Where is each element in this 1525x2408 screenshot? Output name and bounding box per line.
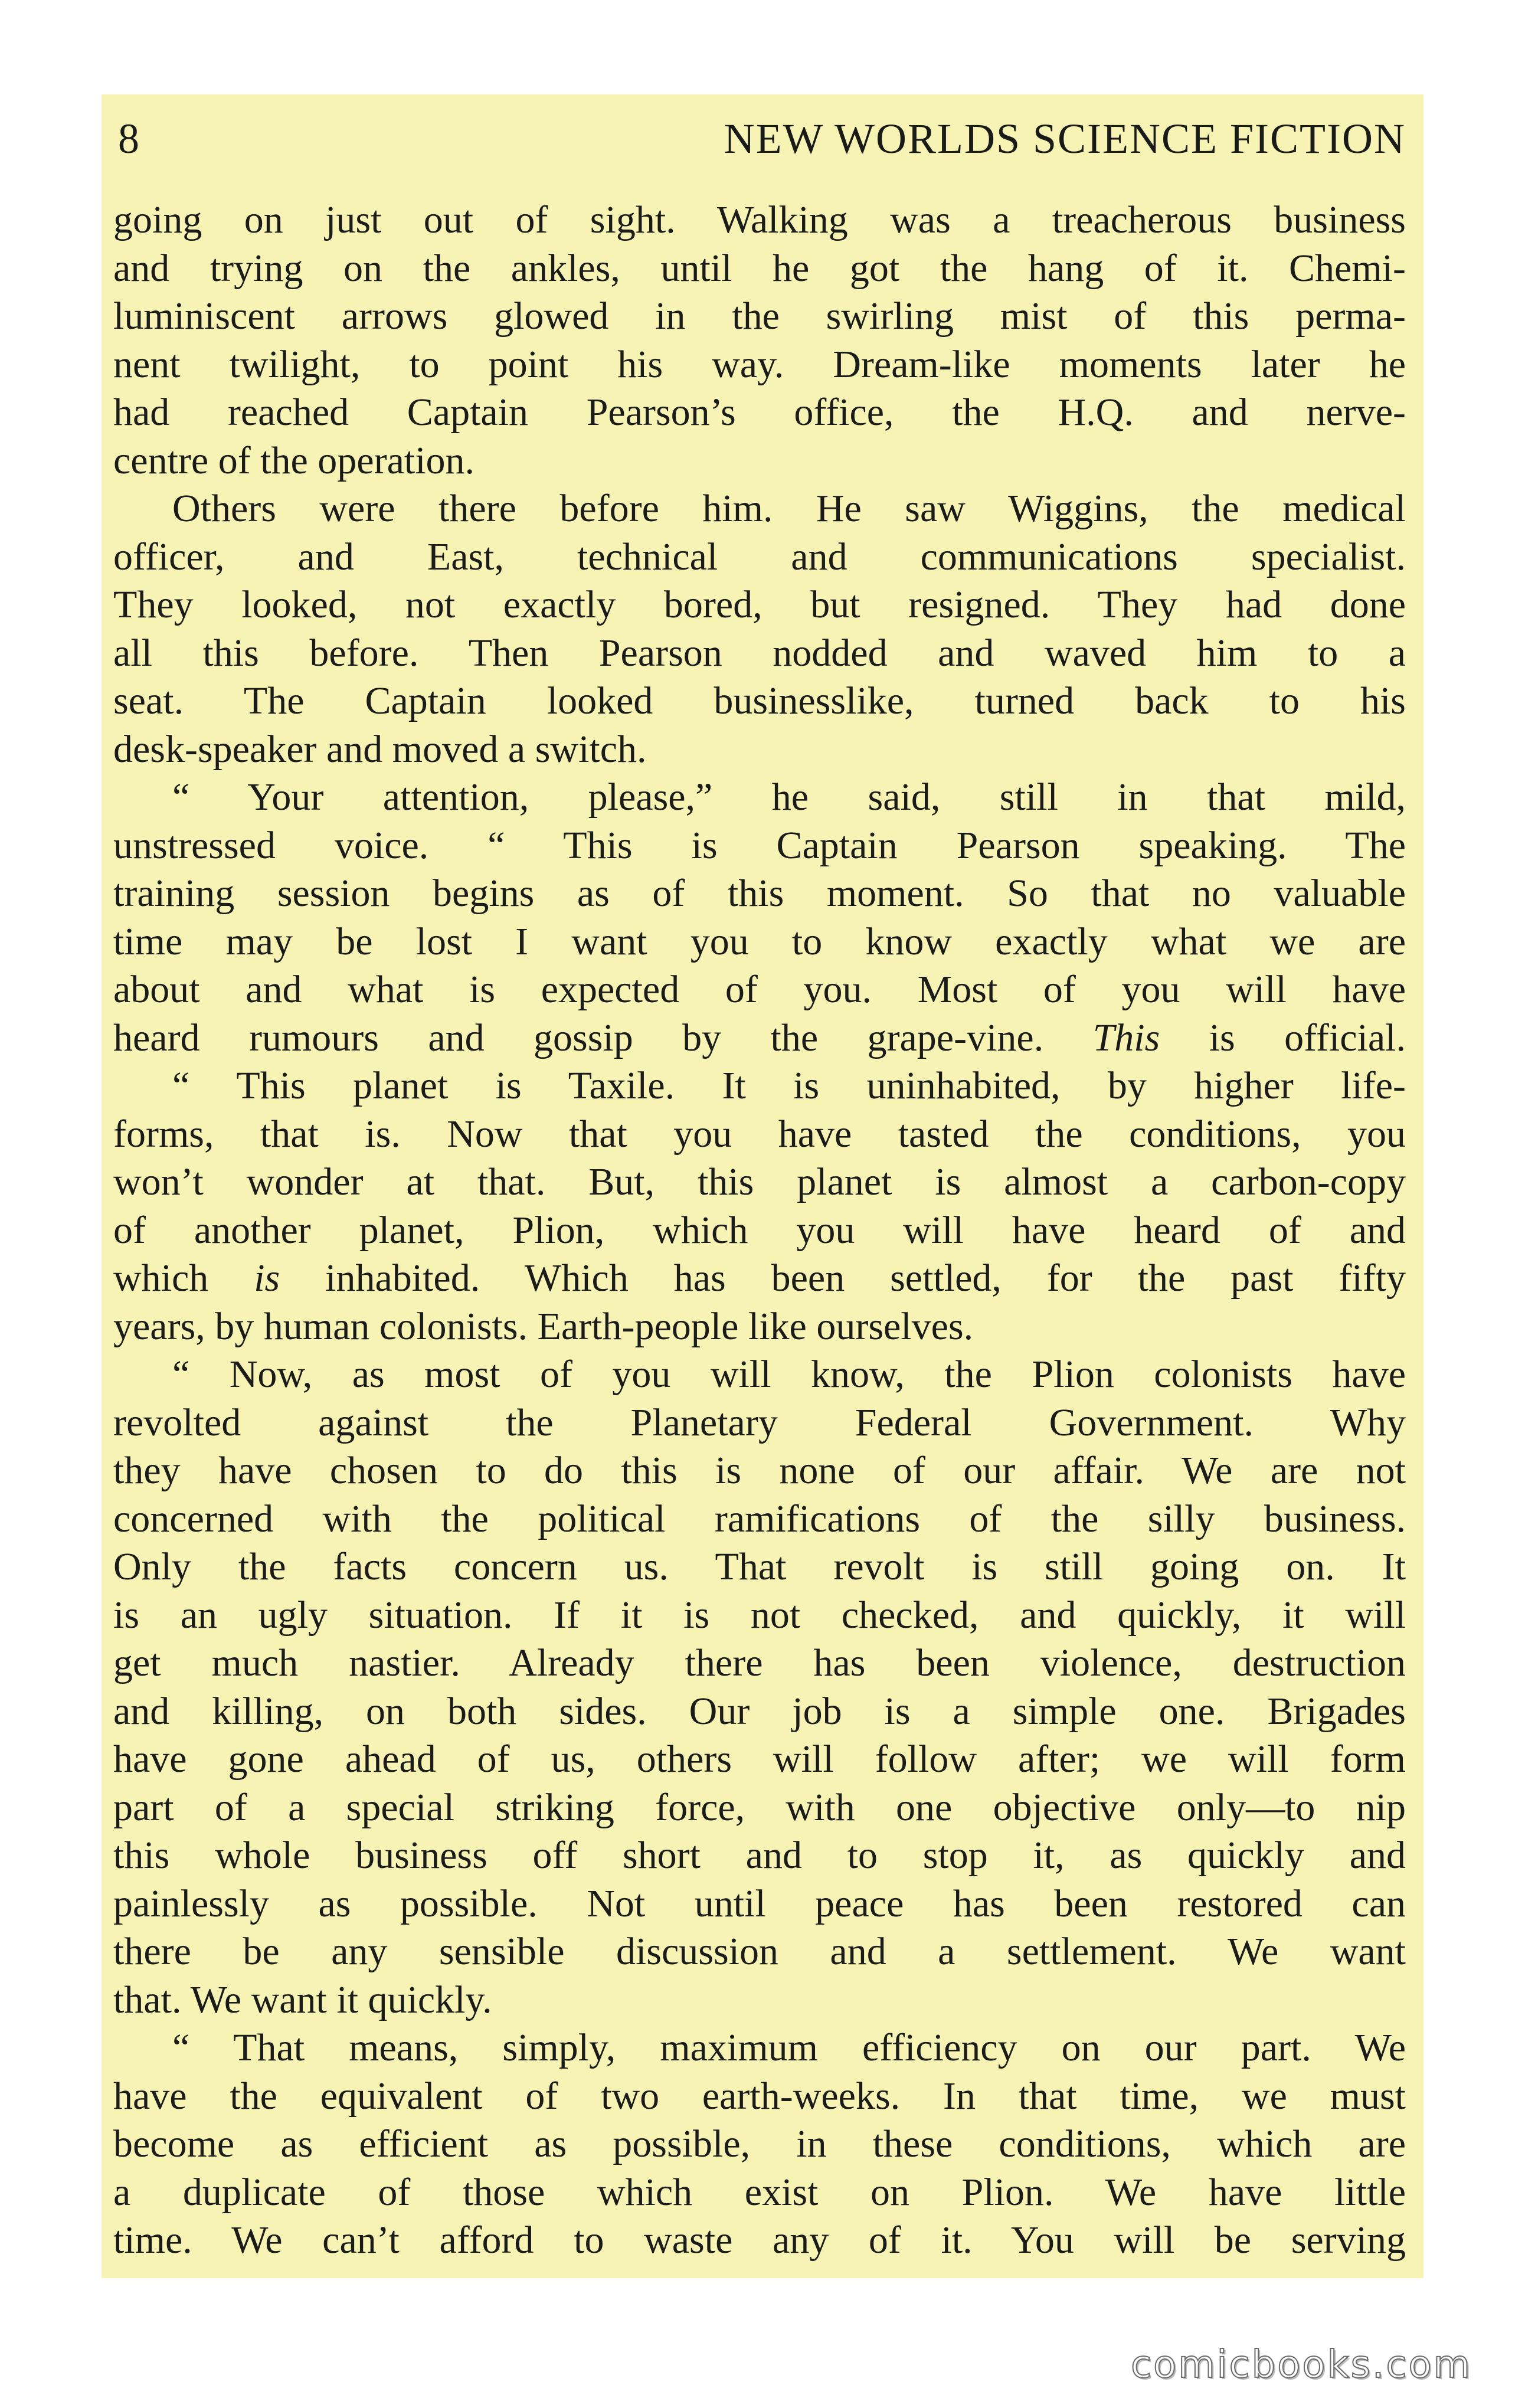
text-line: Others were there before him. He saw Wiggins, the medical xyxy=(172,487,1406,530)
italic-emphasis: is xyxy=(254,1257,280,1300)
page-number: 8 xyxy=(118,115,139,162)
text-line: a duplicate of those which exist on Plion. We have little xyxy=(113,2170,1406,2214)
text-segment: heard rumours and gossip by the grape-vine. xyxy=(113,1016,1093,1059)
text-line: “ That means, simply, maximum efficiency on our part. We xyxy=(172,2026,1406,2069)
text-line: about and what is expected of you. Most of you will have xyxy=(113,968,1406,1011)
text-line: years, by human colonists. Earth-people like ourselves. xyxy=(113,1304,974,1348)
text-line: and killing, on both sides. Our job is a simple one. Brigades xyxy=(113,1689,1406,1733)
book-page xyxy=(102,94,1423,2278)
text-line: “ This planet is Taxile. It is uninhabited, by higher life- xyxy=(172,1064,1406,1107)
text-line: going on just out of sight. Walking was a treacherous business xyxy=(113,198,1406,241)
text-line: of another planet, Plion, which you will have heard of and xyxy=(113,1208,1406,1252)
text-line: painlessly as possible. Not until peace has been restored can xyxy=(113,1882,1406,1925)
text-line: there be any sensible discussion and a settlement. We want xyxy=(113,1930,1406,1973)
text-line: part of a special striking force, with one objective only—to nip xyxy=(113,1785,1406,1829)
watermark: comicbooks.com xyxy=(1130,2343,1472,2387)
text-line: They looked, not exactly bored, but resigned. They had done xyxy=(113,583,1406,626)
text-line: have gone ahead of us, others will follow after; we will form xyxy=(113,1738,1406,1781)
text-line: have the equivalent of two earth-weeks. In that time, we must xyxy=(113,2074,1406,2118)
text-segment: inhabited. Which has been settled, for the past fifty xyxy=(280,1257,1406,1300)
running-head xyxy=(113,106,1406,171)
text-line: “ Now, as most of you will know, the Plion colonists have xyxy=(172,1353,1406,1396)
text-line: they have chosen to do this is none of our affair. We are not xyxy=(113,1449,1406,1492)
text-line: “ Your attention, please,” he said, still in that mild, xyxy=(172,776,1406,819)
journal-title: NEW WORLDS SCIENCE FICTION xyxy=(724,115,1406,162)
text-line: revolted against the Planetary Federal Government. Why xyxy=(113,1401,1406,1444)
text-line: is an ugly situation. If it is not checked, and quickly, it will xyxy=(113,1593,1406,1637)
text-segment: which xyxy=(113,1257,254,1300)
text-line: this whole business off short and to stop it, as quickly and xyxy=(113,1834,1406,1877)
text-line: become as efficient as possible, in these conditions, which are xyxy=(113,2122,1406,2165)
text-line xyxy=(113,1254,1406,1303)
text-line: nent twilight, to point his way. Dream-like moments later he xyxy=(113,342,1406,386)
text-line: and trying on the ankles, until he got the hang of it. Chemi- xyxy=(113,246,1406,290)
text-line xyxy=(113,1014,1406,1062)
text-line: luminiscent arrows glowed in the swirling mist of this perma- xyxy=(113,295,1406,338)
text-line: had reached Captain Pearson’s office, the H.Q. and nerve- xyxy=(113,391,1406,434)
text-line: concerned with the political ramifications of the silly business. xyxy=(113,1497,1406,1540)
text-line: get much nastier. Already there has been violence, destruction xyxy=(113,1641,1406,1684)
italic-emphasis: This xyxy=(1092,1016,1160,1059)
text-line: Only the facts concern us. That revolt is still going on. It xyxy=(113,1545,1406,1588)
text-line: time may be lost I want you to know exactly what we are xyxy=(113,920,1406,963)
text-line: forms, that is. Now that you have tasted the conditions, you xyxy=(113,1112,1406,1156)
text-line: desk-speaker and moved a switch. xyxy=(113,727,647,771)
text-line: all this before. Then Pearson nodded and waved him to a xyxy=(113,631,1406,675)
text-line: won’t wonder at that. But, this planet is almost a carbon-copy xyxy=(113,1160,1406,1203)
text-line: time. We can’t afford to waste any of it. You will be serving xyxy=(113,2219,1406,2262)
story-text xyxy=(113,196,1406,2265)
text-line: unstressed voice. “ This is Captain Pearson speaking. The xyxy=(113,823,1406,867)
text-line: that. We want it quickly. xyxy=(113,1978,492,2021)
text-line: centre of the operation. xyxy=(113,439,475,482)
text-line: seat. The Captain looked businesslike, turned back to his xyxy=(113,679,1406,722)
text-line: training session begins as of this moment. So that no valuable xyxy=(113,872,1406,915)
text-line: officer, and East, technical and communications specialist. xyxy=(113,535,1406,578)
text-segment: is official. xyxy=(1160,1016,1406,1059)
